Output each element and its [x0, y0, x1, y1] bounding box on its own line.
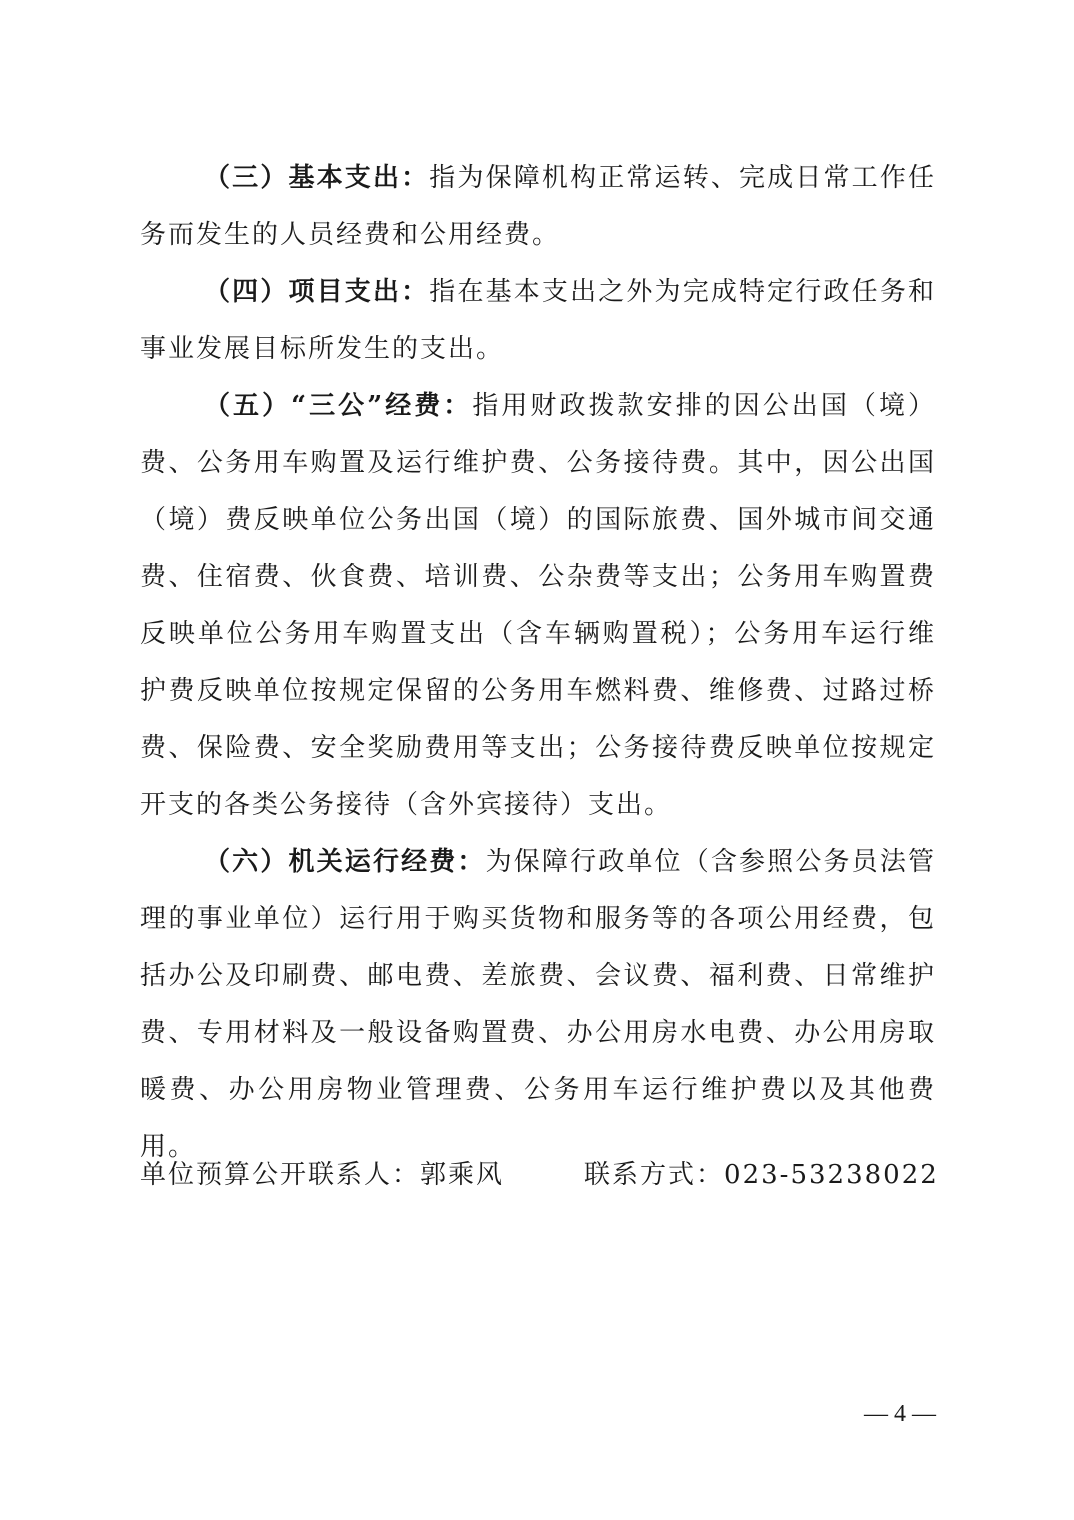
- definition-three-public-expenses: 指用财政拨款安排的因公出国（境）费、公务用车购置及运行维护费、公务接待费。其中，因公出国（境）费反映单位公务出国（境）的国际旅费、国外城市间交通费、住宿费、伙食费、培训费、公杂费等支出；公务用车购置费反映单位公务用车购置支出（含车辆购置税）；公务用车运行维护费反映单位按规定保留的公务用车燃料费、维修费、过路过桥费、保险费、安全奖励费用等支出；公务接待费反映单位按规定开支的各类公务接待（含外宾接待）支出。: [140, 391, 936, 820]
- paragraph-operating-expenses: [140, 834, 936, 1176]
- contact-method-value: 023-53238022: [724, 1160, 939, 1190]
- page-number: — 4 —: [864, 1401, 936, 1427]
- term-project-expenditure: （四）项目支出：: [204, 277, 430, 307]
- term-three-public-expenses: （五）“三公”经费：: [204, 391, 473, 421]
- paragraph-three-public-expenses: [140, 378, 936, 834]
- paragraph-project-expenditure: [140, 264, 936, 378]
- definition-project-expenditure: 指在基本支出之外为完成特定行政任务和事业发展目标所发生的支出。: [140, 277, 936, 364]
- term-operating-expenses: （六）机关运行经费：: [204, 847, 486, 877]
- contact-person-label: 单位预算公开联系人：: [140, 1160, 421, 1190]
- contact-method-label: 联系方式：: [584, 1160, 725, 1190]
- contact-line: [140, 1147, 939, 1204]
- paragraph-basic-expenditure: [140, 150, 936, 264]
- term-basic-expenditure: （三）基本支出：: [204, 163, 430, 193]
- definition-basic-expenditure: 指为保障机构正常运转、完成日常工作任务而发生的人员经费和公用经费。: [140, 163, 936, 250]
- document-body: [140, 150, 936, 1176]
- definition-operating-expenses: 为保障行政单位（含参照公务员法管理的事业单位）运行用于购买货物和服务等的各项公用经费，包括办公及印刷费、邮电费、差旅费、会议费、福利费、日常维护费、专用材料及一般设备购置费、办公用房水电费、办公用房取暖费、办公用房物业管理费、公务用车运行维护费以及其他费用。: [140, 847, 936, 1162]
- contact-person-name: 郭乘风: [420, 1160, 505, 1190]
